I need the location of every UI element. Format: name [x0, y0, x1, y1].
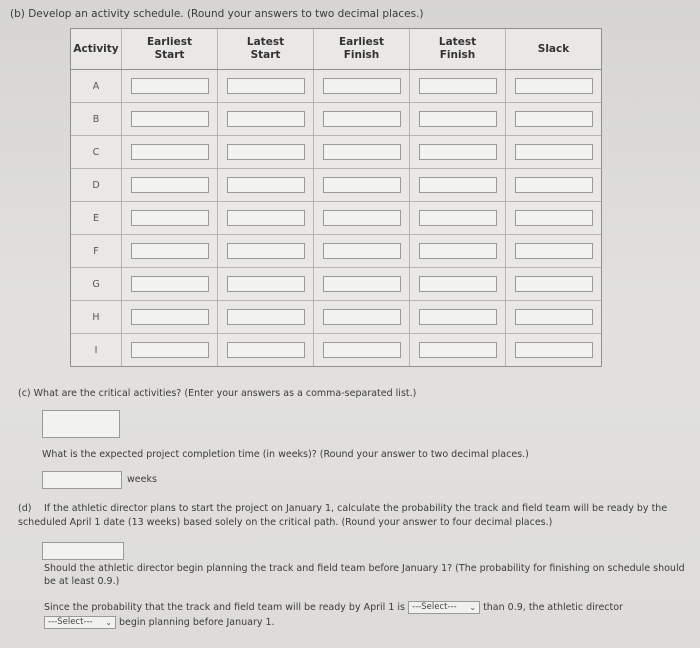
latest-start-input[interactable]	[227, 177, 305, 193]
latest-start-input[interactable]	[227, 210, 305, 226]
earliest-finish-cell	[313, 136, 409, 168]
earliest-finish-cell	[313, 301, 409, 333]
activity-label: G	[92, 278, 100, 290]
activity-cell	[71, 70, 121, 102]
conclusion-part1: Since the probability that the track and field team will be ready by April 1 is	[44, 602, 405, 613]
earliest-finish-cell	[313, 268, 409, 300]
slack-cell	[505, 136, 601, 168]
table-header	[71, 29, 601, 70]
part-b-prompt: (b) Develop an activity schedule. (Round your answers to two decimal places.)	[10, 8, 424, 20]
completion-time-prompt: What is the expected project completion time (in weeks)? (Round your answer to two decimal places.)	[42, 449, 529, 460]
earliest-start-input[interactable]	[131, 210, 209, 226]
slack-input[interactable]	[515, 210, 593, 226]
should-select-value: ---Select---	[48, 617, 93, 627]
slack-cell	[505, 103, 601, 135]
table-row	[71, 70, 601, 102]
earliest-start-input[interactable]	[131, 342, 209, 358]
slack-input[interactable]	[515, 243, 593, 259]
earliest-start-cell	[121, 169, 217, 201]
earliest-start-cell	[121, 202, 217, 234]
table-row	[71, 234, 601, 267]
table-row	[71, 267, 601, 300]
latest-start-input[interactable]	[227, 111, 305, 127]
earliest-finish-cell	[313, 202, 409, 234]
latest-finish-cell	[409, 334, 505, 366]
latest-finish-cell	[409, 268, 505, 300]
probability-input[interactable]	[42, 542, 124, 560]
header-latest-finish	[409, 29, 505, 69]
latest-finish-cell	[409, 136, 505, 168]
activity-cell	[71, 235, 121, 267]
earliest-start-cell	[121, 301, 217, 333]
chevron-down-icon: ⌄	[105, 618, 112, 627]
part-d-prompt	[18, 502, 698, 530]
header-earliest-finish	[313, 29, 409, 69]
slack-input[interactable]	[515, 276, 593, 292]
earliest-start-input[interactable]	[131, 276, 209, 292]
slack-input[interactable]	[515, 309, 593, 325]
slack-input[interactable]	[515, 78, 593, 94]
earliest-start-cell	[121, 136, 217, 168]
latest-finish-input[interactable]	[419, 111, 497, 127]
latest-finish-input[interactable]	[419, 342, 497, 358]
earliest-start-input[interactable]	[131, 78, 209, 94]
latest-start-cell	[217, 103, 313, 135]
header-latest-start-label: Latest Start	[246, 36, 285, 61]
earliest-finish-input[interactable]	[323, 210, 401, 226]
activity-label: C	[92, 146, 100, 158]
slack-input[interactable]	[515, 342, 593, 358]
latest-start-input[interactable]	[227, 276, 305, 292]
latest-start-input[interactable]	[227, 144, 305, 160]
table-body	[71, 70, 601, 366]
earliest-start-cell	[121, 235, 217, 267]
latest-finish-input[interactable]	[419, 309, 497, 325]
table-row	[71, 102, 601, 135]
activity-cell	[71, 268, 121, 300]
table-row	[71, 333, 601, 366]
activity-schedule-table	[70, 28, 602, 367]
critical-activities-input[interactable]	[42, 410, 120, 438]
latest-finish-input[interactable]	[419, 243, 497, 259]
comparison-select[interactable]	[408, 601, 480, 614]
activity-label: F	[93, 245, 99, 257]
earliest-start-input[interactable]	[131, 111, 209, 127]
latest-finish-input[interactable]	[419, 177, 497, 193]
slack-cell	[505, 169, 601, 201]
latest-start-cell	[217, 169, 313, 201]
earliest-start-cell	[121, 70, 217, 102]
latest-start-cell	[217, 235, 313, 267]
chevron-down-icon: ⌄	[469, 603, 477, 612]
slack-input[interactable]	[515, 177, 593, 193]
slack-cell	[505, 301, 601, 333]
header-activity: Activity	[73, 42, 119, 55]
earliest-start-input[interactable]	[131, 243, 209, 259]
part-c-prompt: (c) What are the critical activities? (Enter your answers as a comma-separated list.)	[18, 388, 417, 399]
slack-input[interactable]	[515, 144, 593, 160]
earliest-start-input[interactable]	[131, 177, 209, 193]
earliest-finish-input[interactable]	[323, 78, 401, 94]
latest-finish-cell	[409, 301, 505, 333]
activity-label: A	[92, 80, 100, 92]
should-select[interactable]	[44, 616, 116, 629]
header-earliest-finish-label: Earliest Finish	[338, 36, 385, 61]
activity-label: B	[92, 113, 100, 125]
header-latest-start	[217, 29, 313, 69]
table-row	[71, 201, 601, 234]
slack-input[interactable]	[515, 111, 593, 127]
earliest-finish-input[interactable]	[323, 243, 401, 259]
earliest-finish-input[interactable]	[323, 177, 401, 193]
latest-start-cell	[217, 301, 313, 333]
part-d-text: If the athletic director plans to start the project on January 1, calculate the probability the track and field team will be ready by the scheduled April 1 date (13 weeks) based solely on the critical path. (Round your answer to four decimal places.)	[18, 503, 668, 528]
latest-start-cell	[217, 70, 313, 102]
earliest-start-cell	[121, 334, 217, 366]
table-row	[71, 300, 601, 333]
earliest-start-input[interactable]	[131, 309, 209, 325]
part-d-label: (d)	[18, 503, 32, 514]
latest-start-cell	[217, 136, 313, 168]
completion-time-input[interactable]	[42, 471, 122, 489]
latest-start-cell	[217, 202, 313, 234]
activity-label: D	[92, 179, 100, 191]
latest-finish-cell	[409, 103, 505, 135]
earliest-finish-cell	[313, 70, 409, 102]
earliest-finish-input[interactable]	[323, 342, 401, 358]
latest-finish-cell	[409, 202, 505, 234]
earliest-finish-cell	[313, 169, 409, 201]
earliest-finish-input[interactable]	[323, 276, 401, 292]
latest-finish-cell	[409, 169, 505, 201]
activity-label: I	[94, 344, 98, 356]
activity-label: E	[92, 212, 99, 224]
earliest-finish-input[interactable]	[323, 111, 401, 127]
activity-cell	[71, 103, 121, 135]
weeks-label: weeks	[127, 474, 157, 485]
activity-cell	[71, 169, 121, 201]
table-row	[71, 135, 601, 168]
earliest-start-cell	[121, 103, 217, 135]
latest-finish-input[interactable]	[419, 276, 497, 292]
latest-finish-input[interactable]	[419, 210, 497, 226]
conclusion-sentence	[44, 600, 694, 630]
conclusion-part3: begin planning before January 1.	[119, 617, 275, 628]
activity-cell	[71, 202, 121, 234]
slack-cell	[505, 70, 601, 102]
latest-finish-input[interactable]	[419, 78, 497, 94]
header-earliest-start-label: Earliest Start	[146, 36, 193, 61]
table-row	[71, 168, 601, 201]
earliest-finish-cell	[313, 334, 409, 366]
header-earliest-start	[121, 29, 217, 69]
latest-start-cell	[217, 268, 313, 300]
latest-finish-cell	[409, 235, 505, 267]
slack-cell	[505, 235, 601, 267]
activity-cell	[71, 301, 121, 333]
latest-finish-input[interactable]	[419, 144, 497, 160]
slack-cell	[505, 268, 601, 300]
earliest-start-cell	[121, 268, 217, 300]
latest-start-input[interactable]	[227, 342, 305, 358]
activity-label: H	[92, 311, 100, 323]
activity-cell	[71, 334, 121, 366]
conclusion-part2: than 0.9, the athletic director	[483, 602, 623, 613]
earliest-start-input[interactable]	[131, 144, 209, 160]
planning-question: Should the athletic director begin planning the track and field team before January 1? (The probability for finishing on schedule should be at least 0.9.)	[44, 563, 685, 587]
header-slack: Slack	[505, 29, 601, 69]
activity-cell	[71, 136, 121, 168]
earliest-finish-cell	[313, 235, 409, 267]
header-latest-finish-label: Latest Finish	[438, 36, 477, 61]
earliest-finish-input[interactable]	[323, 144, 401, 160]
latest-start-input[interactable]	[227, 309, 305, 325]
latest-start-input[interactable]	[227, 243, 305, 259]
slack-cell	[505, 334, 601, 366]
earliest-finish-input[interactable]	[323, 309, 401, 325]
comparison-select-value: ---Select---	[412, 602, 457, 612]
latest-start-cell	[217, 334, 313, 366]
slack-cell	[505, 202, 601, 234]
latest-start-input[interactable]	[227, 78, 305, 94]
earliest-finish-cell	[313, 103, 409, 135]
latest-finish-cell	[409, 70, 505, 102]
